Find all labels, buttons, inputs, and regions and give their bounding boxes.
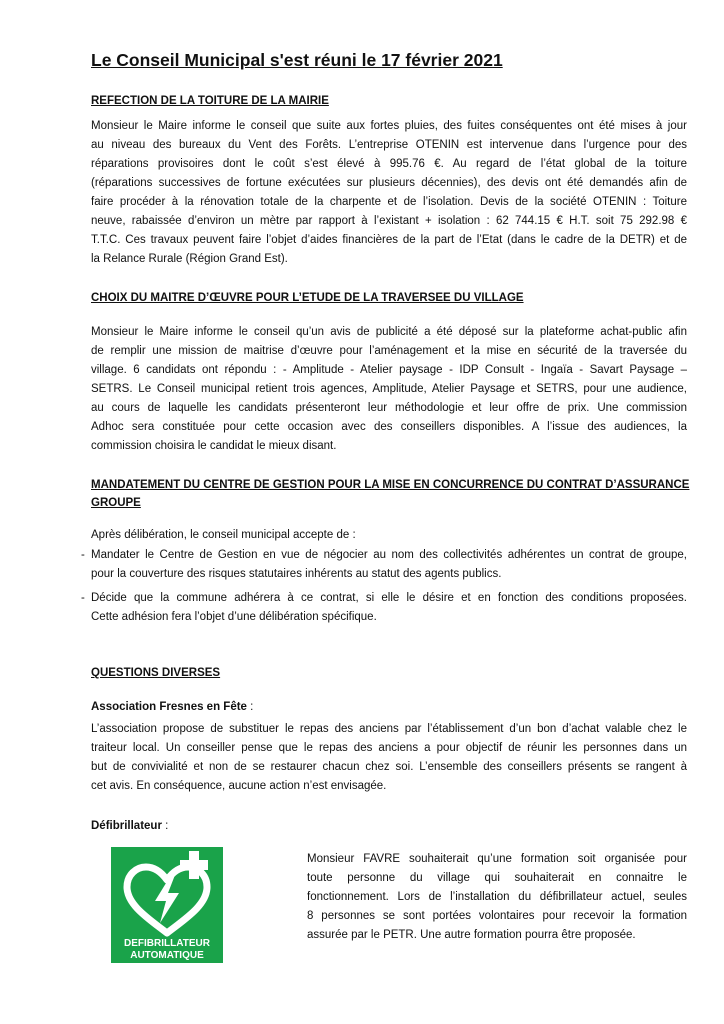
logo-text-line1: DEFIBRILLATEUR (124, 938, 210, 949)
paragraph-defibrillateur (307, 850, 687, 945)
paragraph-fresnes-en-fete (91, 720, 687, 796)
aed-sign-icon (111, 847, 223, 963)
paragraph-line: SETRS. Le Conseil municipal retient trois agences, Amplitude, Atelier Paysage et SETRS, pour une audience, (91, 383, 687, 395)
heading-toiture: REFECTION DE LA TOITURE DE LA MAIRIE (91, 95, 329, 107)
heading-maitre-oeuvre: CHOIX DU MAITRE D’ŒUVRE POUR L’ETUDE DE LA TRAVERSEE DU VILLAGE (91, 292, 524, 304)
paragraph-line: T.T.C. Ces travaux peuvent faire l’objet d’aides financières de la part de l’Etat (dans le cadre de la DETR) et de (91, 234, 687, 246)
heading-questions-diverses: QUESTIONS DIVERSES (91, 667, 221, 679)
paragraph-line: Monsieur le Maire informe le conseil que suite aux fortes pluies, des fuites conséquentes ont été mises à jour (91, 120, 687, 132)
bullet-item-2 (81, 589, 687, 627)
subheading-fresnes-en-fete (91, 701, 253, 713)
paragraph-line: cet avis. En conséquence, aucune action n’est envisagée. (91, 780, 387, 792)
bullet-2-line2: Cette adhésion fera l’objet d’une délibération spécifique. (91, 611, 377, 623)
paragraph-line: Monsieur le Maire informe le conseil qu’un avis de publicité a été déposé sur la plateforme achat-public afin (91, 326, 687, 338)
paragraph-line: L’association propose de substituer le repas des anciens par l’établissement d’un bon d’achat valable chez le (91, 723, 687, 735)
logo-text-line2: AUTOMATIQUE (130, 950, 204, 961)
bullet-2-line1: Décide que la commune adhérera à ce contrat, si elle le désire et en fonction des conditions proposées. (91, 592, 687, 604)
paragraph-line: commission choisira le candidat le mieux disant. (91, 440, 337, 452)
defib-label: Défibrillateur (91, 820, 162, 832)
paragraph-line: Adhoc sera constituée pour cette occasion avec des conseillers disponibles. A l’issue des audiences, la (91, 421, 687, 433)
paragraph-line: de remplir une mission de maitrise d’œuvre pour l’aménagement et la mise en sécurité de la traversée du (91, 345, 687, 357)
mandatement-intro (91, 526, 491, 545)
heading-mandatement-line2: GROUPE (91, 497, 141, 509)
paragraph-line: faire procéder à la rénovation totale de la charpente et de l’isolation. Devis de la société OTENIN : Toiture (91, 196, 687, 208)
fete-colon: : (246, 701, 254, 713)
paragraph-toiture (91, 117, 687, 269)
bullet-1-line1: Mandater le Centre de Gestion en vue de négocier au nom des collectivités adhérentes un contrat de groupe, (91, 549, 687, 561)
paragraph-line: assurée par le PETR. Une autre formation pourra être proposée. (307, 929, 636, 941)
paragraph-line: neuve, rabaissée d’environ un mètre par rapport à l’existant + isolation : 62 744.15 € H.T. soit 75 292.98 € (91, 215, 687, 227)
mandatement-intro-text: Après délibération, le conseil municipal accepte de : (91, 529, 356, 541)
subheading-defibrillateur (91, 820, 168, 832)
fete-label: Association Fresnes en Fête (91, 701, 247, 713)
defibrillator-logo (111, 847, 223, 963)
paragraph-line: fonctionnement. Lors de l’installation du défibrillateur actuel, seules (307, 891, 687, 903)
defib-colon: : (161, 820, 169, 832)
paragraph-line: but de convivialité et non de se restaurer chacun chez soi. L’ensemble des conseillers présents se rangent à (91, 761, 687, 773)
paragraph-line: (réparations successives de fortune exécutées sur plusieurs décennies), des devis ont été demandés afin de (91, 177, 687, 189)
bullet-1-line2: pour la couverture des risques statutaires inhérents au statut des agents publics. (91, 568, 502, 580)
bullet-marker: - (81, 549, 85, 561)
paragraph-line: 8 personnes se sont portées volontaires pour recevoir la formation (307, 910, 687, 922)
bullet-2-text (91, 589, 687, 627)
heading-mandatement-line1: MANDATEMENT DU CENTRE DE GESTION POUR LA MISE EN CONCURRENCE DU CONTRAT D’ASSURANCE (91, 479, 690, 491)
page-title: Le Conseil Municipal s'est réuni le 17 février 2021 (91, 50, 503, 70)
bullet-marker: - (81, 592, 85, 604)
bullet-item-1 (81, 546, 687, 584)
paragraph-line: traiteur local. Un conseiller pense que le repas des anciens a pour objectif de réunir les personnes dans un (91, 742, 687, 754)
paragraph-maitre-oeuvre (91, 323, 687, 456)
paragraph-line: la Relance Rurale (Région Grand Est). (91, 253, 288, 265)
paragraph-line: village. 6 candidats ont répondu : - Amplitude - Atelier paysage - IDP Consult - Ingaïa - Savart Paysage – (91, 364, 687, 376)
paragraph-line: au niveau des bureaux du Vent des Forêts. L’entreprise OTENIN est intervenue dans l’urgence pour des (91, 139, 687, 151)
paragraph-line: toute personne du village qui souhaiterait en connaitre le (307, 872, 687, 884)
paragraph-line: réparations provisoires dont le coût s’est élevé à 995.76 €. Au regard de l’état global de la toiture (91, 158, 687, 170)
bullet-1-text (91, 546, 687, 584)
paragraph-line: au cours de laquelle les candidats présenteront leur méthodologie et leur offre de prix. Une commission (91, 402, 687, 414)
paragraph-line: Monsieur FAVRE souhaiterait qu’une formation soit organisée pour (307, 853, 687, 865)
